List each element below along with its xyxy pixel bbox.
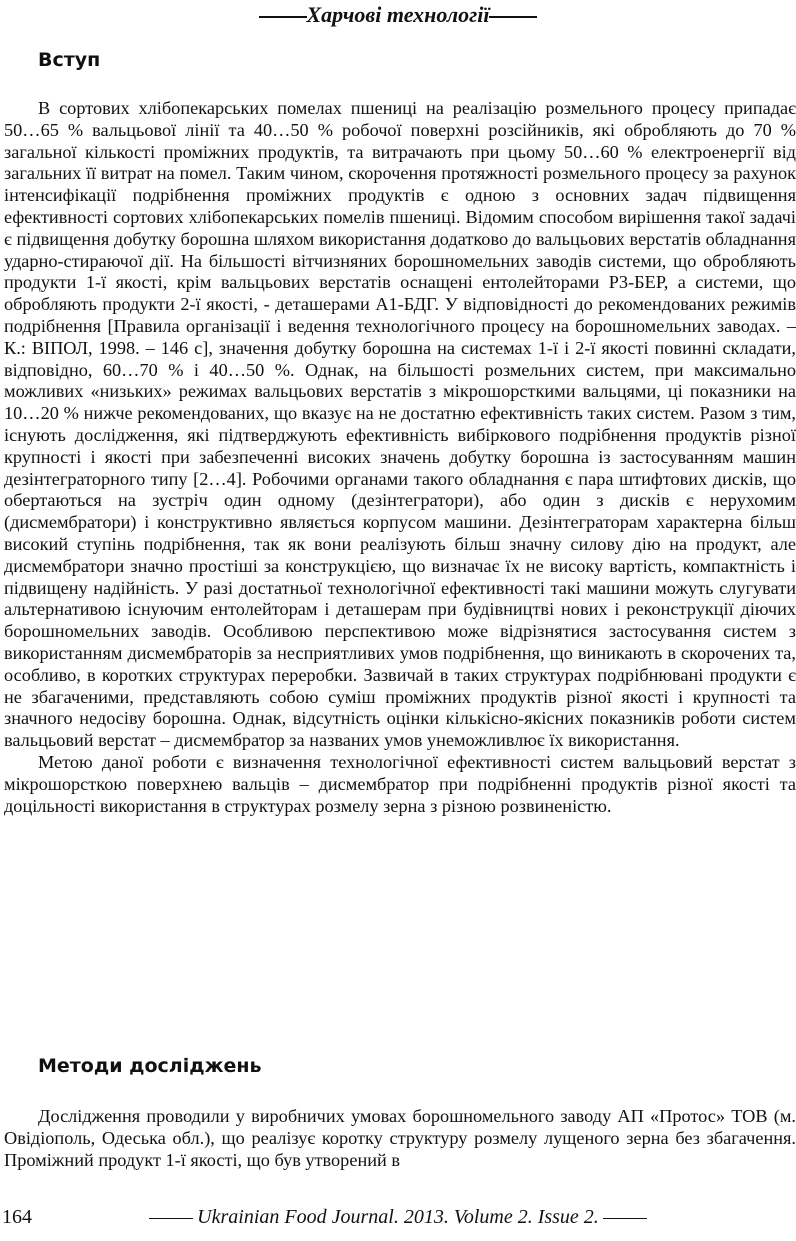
intro-body xyxy=(4,98,796,817)
section-heading-intro: Вступ xyxy=(38,49,101,71)
methods-paragraph-1: Дослідження проводили у виробничих умовах борошномельного заводу АП «Протос» ТОВ (м. Овідіополь, Одеська обл.), що реалізує коротку структуру розмелу лущеного зерна без збагачення. Проміжний продукт 1-ї якості, що був утворений в xyxy=(4,1106,796,1170)
journal-footer xyxy=(0,1206,796,1229)
page-footer xyxy=(0,1206,796,1236)
section-heading-methods: Методи досліджень xyxy=(38,1055,262,1077)
running-head xyxy=(0,2,796,28)
intro-paragraph-2: Метою даної роботи є визначення технологічної ефективності систем вальцьовий верстат з мікрошорсткою поверхнею вальців – дисмембратор при подрібненні продуктів різної якості та доцільності використання в структурах розмелу зерна з різною розвиненістю. xyxy=(4,751,796,816)
methods-body xyxy=(4,1106,796,1171)
intro-paragraph-1: В сортових хлібопекарських помелах пшениці на реалізацію розмельного процесу припадає 50…65 % вальцьової лінії та 40…50 % робочої поверхні розсійників, які обробляють до 70 % загальної кількості проміжних продуктів, та витрачають при цьому 50…60 % електроенергії від загальних її витрат на помел. Таким чином, скорочення протяжності розмельного процесу за рахунок інтенсифікації подрібнення проміжних продуктів є одною з основних задач підвищення ефективності сортових хлібопекарських помелів пшениці. Відомим способом вирішення такої задачі є підвищення добутку борошна шляхом використання додатково до вальцьових верстатів обладнання ударно-стираючої дії. На більшості вітчизняних борошномельних заводів системи, що обробляють продукти 1-ї якості, крім вальцьових верстатів оснащені ентолейторами Р3-БЕР, а системи, що обробляють продукти 2-ї якості, - деташерами А1-БДГ. У відповідності до рекомендованих режимів подрібнення [Правила організації і ведення технологічного процесу на борошномельних заводах. – К.: ВІПОЛ, 1998. – 146 с], значення добутку борошна на системах 1-ї і 2-ї якості повинні складати, відповідно, 60…70 % і 40…50 %. Однак, на більшості розмельних систем, при максимально можливих «низьких» режимах вальцьових верстатів з мікрошорсткими вальцями, ці показники на 10…20 % нижче рекомендованих, що вказує на не достатню ефективність таких систем. Разом з тим, існують дослідження, які підтверджують ефективність вибіркового подрібнення продуктів різної крупності і якості при забезпеченні високих значень добутку борошна із застосуванням машин дезінтеграторного типу [2…4]. Робочими органами такого обладнання є пара штифтових дисків, що обертаються на зустріч один одному (дезінтегратори), або один з дисків є нерухомим (дисмембратори) і конструктивно являється корпусом машини. Дезінтеграторам характерна більш високий ступінь подрібнення, так як вони реалізують більш значну силову дію на продукт, але дисмембратори значно простіші за конструкцією, що визначає їх не високу вартість, компактність і підвищену надійність. У разі достатньої технологічної ефективності такі машини можуть слугувати альтернативою існуючим ентолейторам і деташерам при будівництві нових і реконструкції діючих борошномельних заводів. Особливою перспективою може відрізнятися застосування систем з використанням дисмембраторів за несприятливих умов подрібнення, що виникають в скорочених та, особливо, в коротких структурах переробки. Зазвичай в таких структурах подрібнювані продукти є не збагаченими, представляють собою суміш проміжних продуктів різної якості і крупності та значного недосіву борошна. Однак, відсутність оцінки кількісно-якісних показників роботи систем вальцьовий верстат – дисмембратор за названих умов унеможливлює їх використання. xyxy=(4,98,796,751)
header-rule-right xyxy=(489,16,537,18)
page-number: 164 xyxy=(2,1206,32,1228)
footer-rule-left xyxy=(149,1218,193,1220)
footer-rule-right xyxy=(603,1218,647,1220)
journal-citation: Ukrainian Food Journal. 2013. Volume 2. Issue 2. xyxy=(197,1206,599,1228)
running-title: Харчові технології xyxy=(306,2,490,27)
header-rule-left xyxy=(259,16,307,18)
